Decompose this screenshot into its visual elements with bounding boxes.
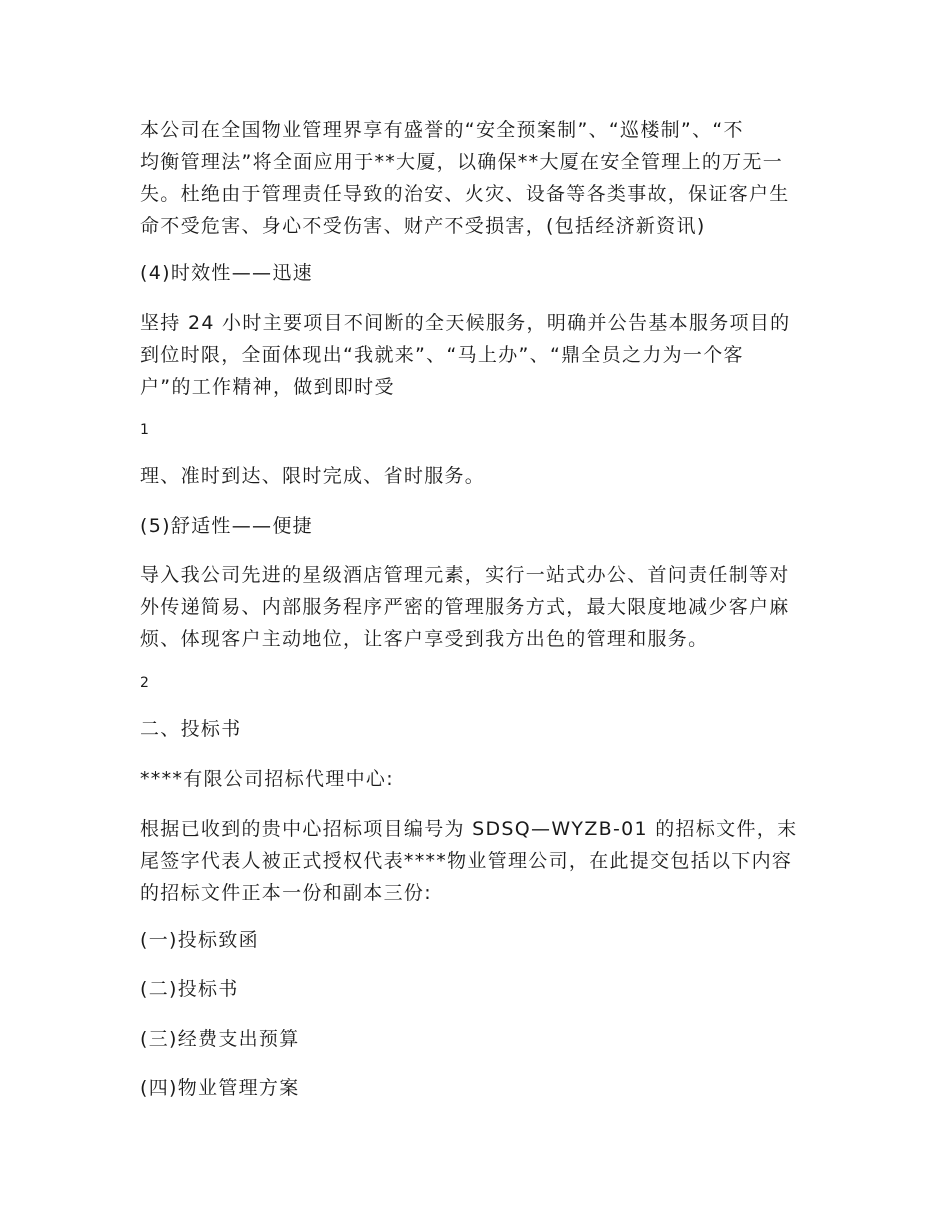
page-number-text: 2	[140, 675, 149, 691]
text-line: ****有限公司招标代理中心:	[140, 768, 394, 790]
text-line: 坚持 24 小时主要项目不间断的全天候服务，明确并公告基本服务项目的	[140, 312, 791, 334]
salutation	[140, 763, 394, 795]
paragraph-24h-service	[140, 307, 790, 403]
text-line: 均衡管理法”将全面应用于**大厦，以确保**大厦在安全管理上的万无一	[140, 151, 784, 173]
section-heading-tender	[140, 713, 242, 745]
page-number	[140, 420, 149, 440]
text-line: 命不受危害、身心不受伤害、财产不受损害，(包括经济新资讯)	[140, 215, 706, 237]
list-item-tender-letter	[140, 924, 259, 956]
page-number	[140, 673, 149, 693]
text-line: 到位时限，全面体现出“我就来”、“马上办”、“鼎全员之力为一个客	[140, 344, 744, 366]
text-line: (一)投标致函	[140, 929, 259, 951]
list-item-budget	[140, 1023, 300, 1055]
paragraph-security-management	[140, 114, 790, 242]
text-line: 根据已收到的贵中心招标项目编号为 SDSQ—WYZB-01 的招标文件，末	[140, 818, 798, 840]
paragraph-hotel-management	[140, 559, 790, 655]
text-line: 二、投标书	[140, 718, 242, 740]
text-line: (四)物业管理方案	[140, 1077, 300, 1099]
list-item-tender-document	[140, 973, 239, 1005]
text-line: (二)投标书	[140, 978, 239, 1000]
text-line: 户”的工作精神，做到即时受	[140, 376, 395, 398]
text-line: 本公司在全国物业管理界享有盛誉的“安全预案制”、“巡楼制”、“不	[140, 119, 744, 141]
text-line: 外传递简易、内部服务程序严密的管理服务方式，最大限度地减少客户麻	[140, 596, 790, 618]
text-line: 的招标文件正本一份和副本三份:	[140, 882, 432, 904]
paragraph-continuation	[140, 460, 485, 492]
text-line: 尾签字代表人被正式授权代表****物业管理公司，在此提交包括以下内容	[140, 850, 793, 872]
text-line: 理、准时到达、限时完成、省时服务。	[140, 465, 486, 487]
text-line: 烦、体现客户主动地位，让客户享受到我方出色的管理和服务。	[140, 628, 709, 650]
text-line: (4)时效性——迅速	[140, 262, 313, 284]
list-item-management-plan	[140, 1072, 300, 1104]
text-line: 导入我公司先进的星级酒店管理元素，实行一站式办公、首问责任制等对	[140, 564, 790, 586]
text-line: 失。杜绝由于管理责任导致的治安、火灾、设备等各类事故，保证客户生	[140, 183, 790, 205]
heading-timeliness	[140, 257, 313, 289]
paragraph-tender-submission	[140, 813, 797, 909]
text-line: (5)舒适性——便捷	[140, 515, 313, 537]
page-number-text: 1	[140, 422, 149, 438]
heading-comfort	[140, 510, 313, 542]
text-line: (三)经费支出预算	[140, 1028, 300, 1050]
